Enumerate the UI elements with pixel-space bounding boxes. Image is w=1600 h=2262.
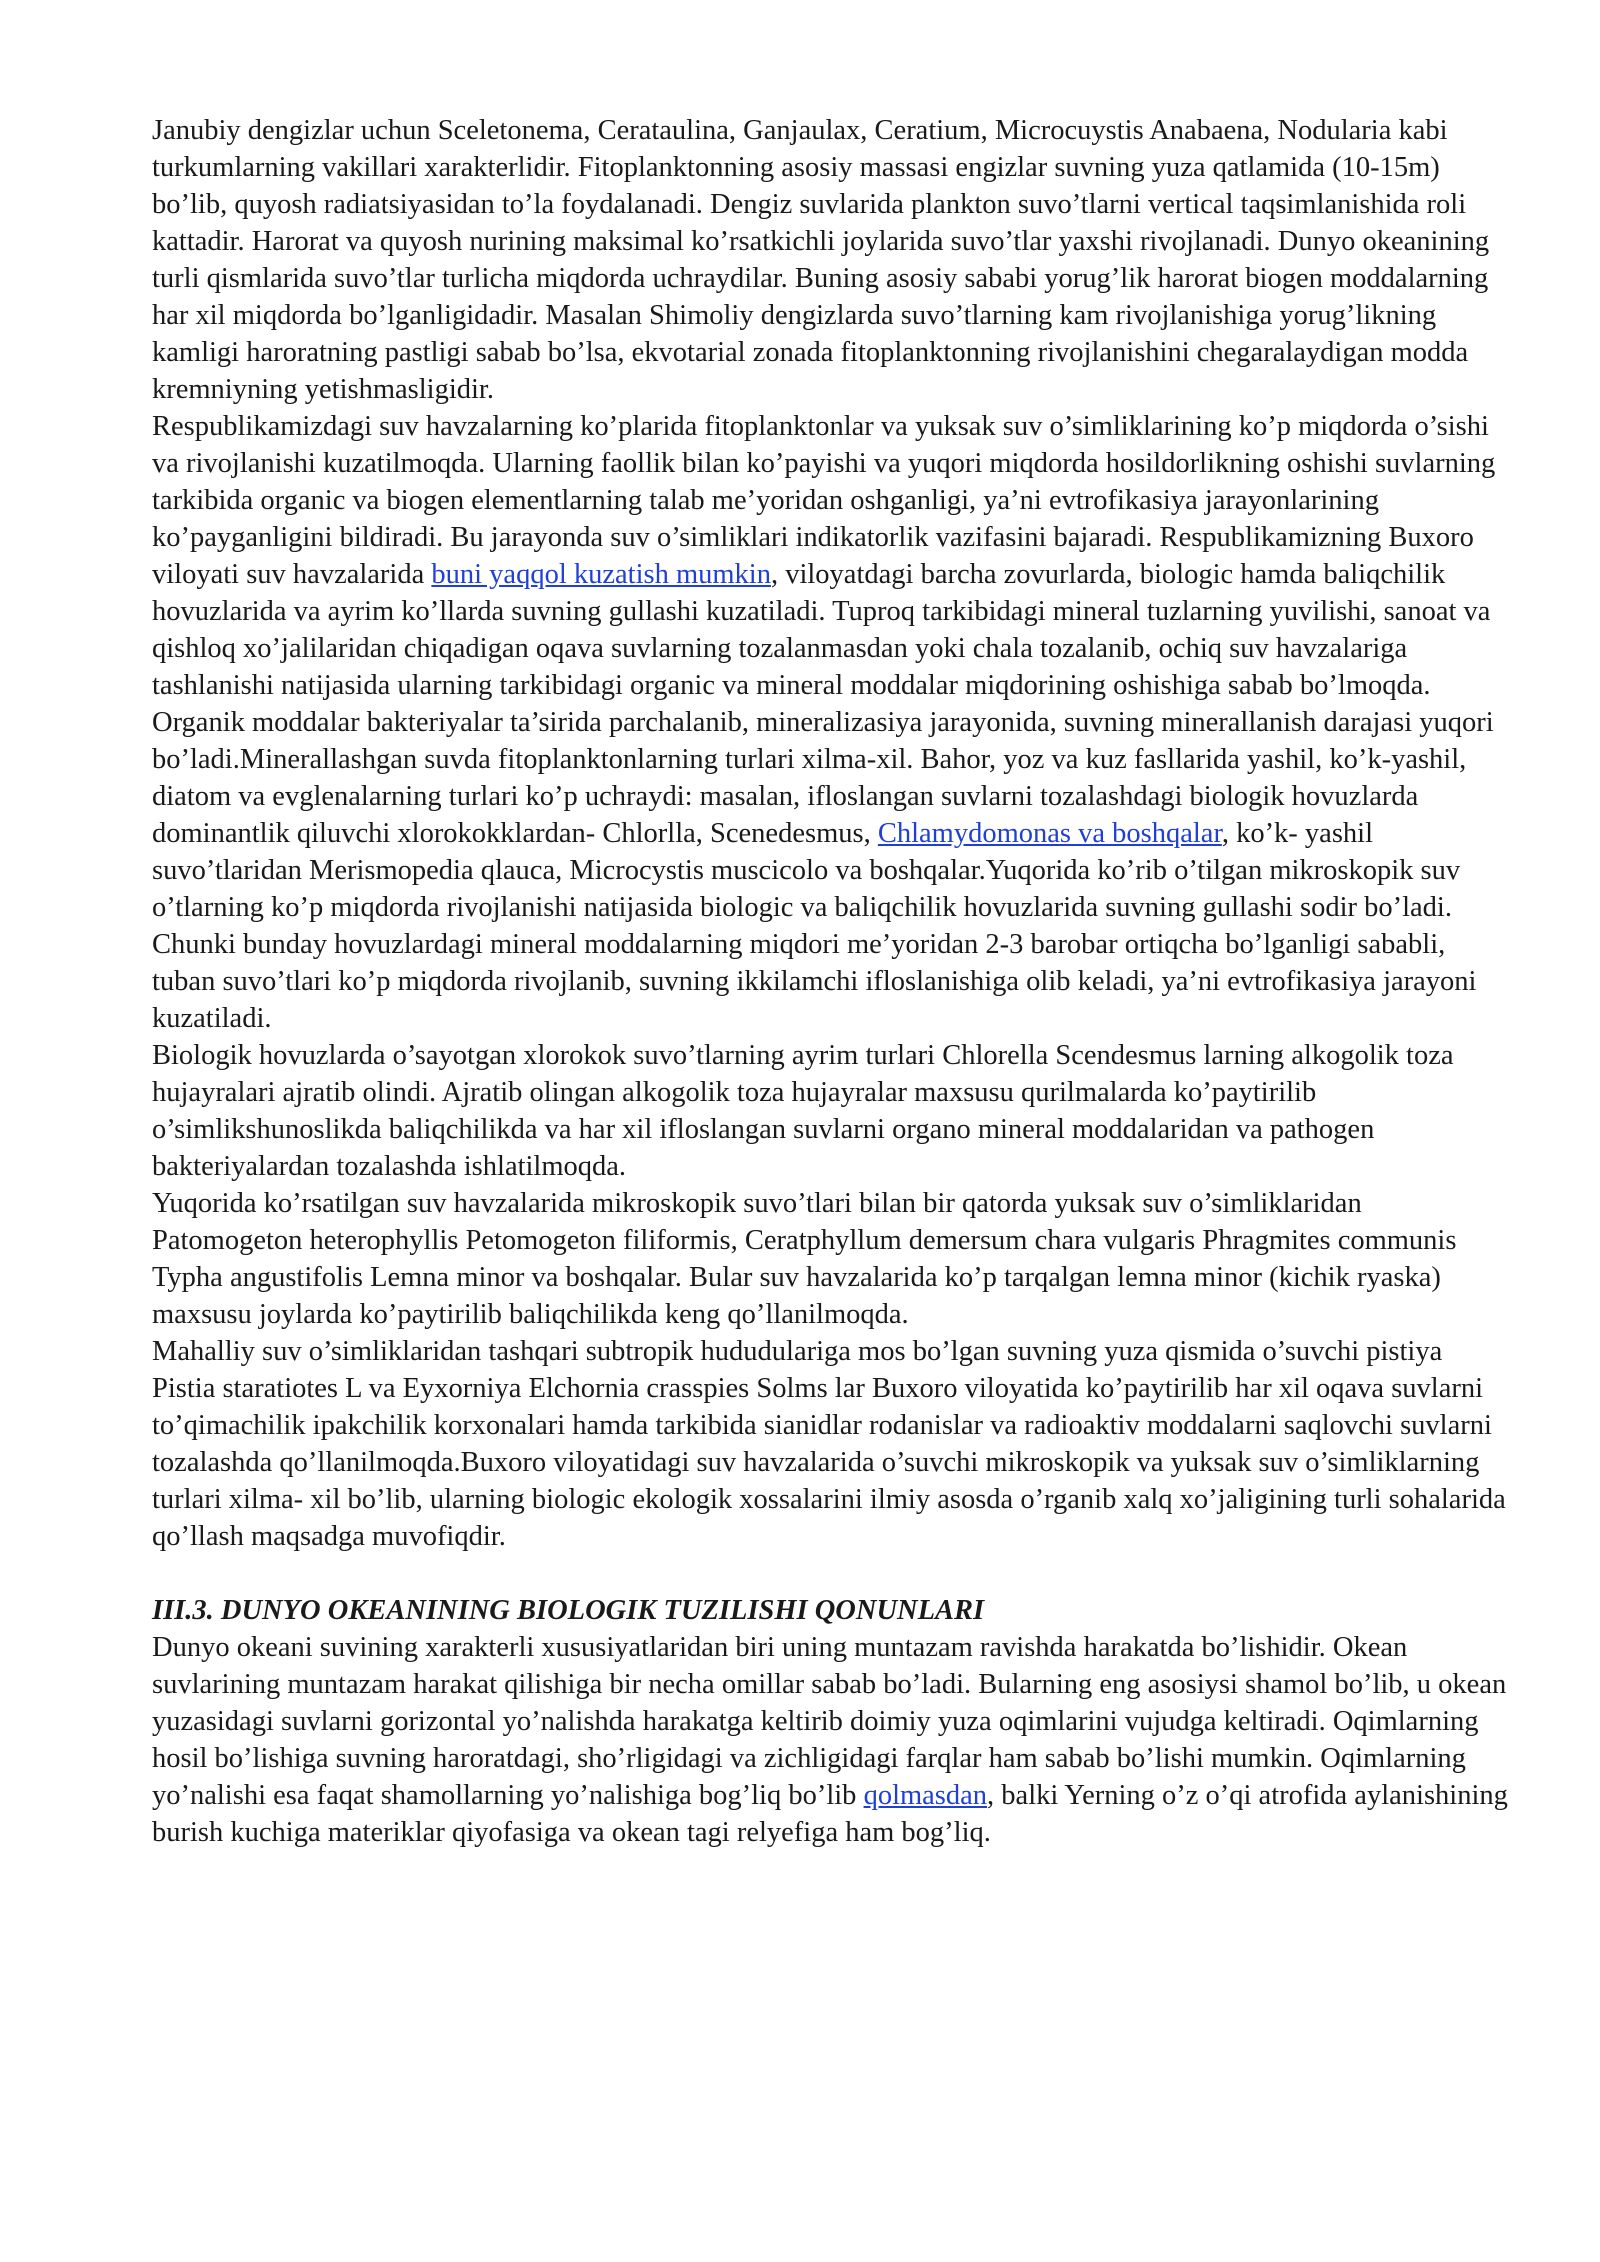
paragraph-local-water-plants: Mahalliy suv o’simliklaridan tashqari subtropik hududulariga mos bo’lgan suvning yuza qismida o’suvchi pistiya Pistia staratiotes L va Eyxorniya Elchornia crasspies Solms lar Buxoro viloyatida ko’paytirilib har xil oqava suvlarni to’qimachilik ipakchilik korxonalari hamda tarkibida sianidlar rodanislar va radioaktiv moddalarni saqlovchi suvlarni tozalashda qo’llanilmoqda.Buxoro viloyatidagi suv havzalarida o’suvchi mikroskopik va yuksak suv o’simliklarning turlari xilma- xil bo’lib, ularning biologic ekologik xossalarini ilmiy asosda o’rganib xalq xo’jaligining turli sohalarida qo’llash maqsadga muvofiqdir.: [152, 1336, 1506, 1552]
document-page: [152, 112, 1512, 1851]
paragraph-southern-seas: Janubiy dengizlar uchun Sceletonema, Cerataulina, Ganjaulax, Ceratium, Microcuystis Anabaena, Nodularia kabi turkumlarning vakillari xarakterlidir. Fitoplanktonning asosiy massasi engizlar suvning yuza qatlamida (10-15m) bo’lib, quyosh radiatsiyasidan to’la foydalanadi. Dengiz suvlarida plankton suvo’tlarni vertical taqsimlanishida roli kattadir. Harorat va quyosh nurining maksimal ko’rsatkichli joylarida suvo’tlar yaxshi rivojlanadi. Dunyo okeanining turli qismlarida suvo’tlar turlicha miqdorda uchraydilar. Buning asosiy sababi yorug’lik harorat biogen moddalarning har xil miqdorda bo’lganligidadir. Masalan Shimoliy dengizlarda suvo’tlarning kam rivojlanishiga yorug’likning kamligi haroratning pastligi sabab bo’lsa, ekvotarial zonada fitoplanktonning rivojlanishini chegaralaydigan modda kremniyning yetishmasligidir.: [152, 115, 1490, 405]
link-chlamydomonas[interactable]: Chlamydomonas va boshqalar: [877, 818, 1222, 849]
paragraph-text: Dunyo okeani suvining xarakterli xususiyatlaridan biri uning muntazam ravishda harakatda bo’lishidir. Okean suvlarining muntazam harakat qilishiga bir necha omillar sabab bo’ladi. Bularning eng asosiysi shamol bo’lib, u okean yuzasidagi suvlarni gorizontal yo’nalishda harakatga keltirib doimiy yuza oqimlarini vujudga keltiradi. Oqimlarning hosil bo’lishiga suvning haroratdagi, sho’rligidagi va zichligidagi farqlar ham sabab bo’lishi mumkin. Oqimlarning yo’nalishi esa faqat shamollarning yo’nalishiga bog’liq bo’lib: [152, 1632, 1507, 1811]
paragraph-text: , viloyatdagi barcha zovurlarda, biologic hamda baliqchilik hovuzlarida va ayrim ko’llarda suvning gullashi kuzatiladi. Tuproq tarkibidagi mineral tuzlarning yuvilishi, sanoat va qishloq xo’jalilaridan chiqadigan oqava suvlarning tozalanmasdan yoki chala tozalanib, ochiq suv havzalariga tashlanishi natijasida ularning tarkibidagi organic va mineral moddalar miqdorining oshishiga sabab bo’lmoqda. Organik moddalar bakteriyalar ta’sirida parchalanib, mineralizasiya jarayonida, suvning minerallanish darajasi yuqori bo’ladi.Minerallashgan suvda fitoplanktonlarning turlari xilma-xil. Bahor, yoz va kuz fasllarida yashil, ko’k-yashil, diatom va evglenalarning turlari ko’p uchraydi: masalan, ifloslangan suvlarni tozalashdagi biologik hovuzlarda dominantlik qiluvchi xlorokokklardan- Chlorlla, Scenedesmus,: [152, 559, 1494, 849]
paragraph-text: , ko’k- yashil suvo’tlaridan Merismopedia qlauca, Microcystis muscicolo va boshqalar.Yuqorida ko’rib o’tilgan mikroskopik suv o’tlarning ko’p miqdorda rivojlanishi natijasida biologic va baliqchilik hovuzlarida suvning gullashi sodir bo’ladi. Chunki bunday hovuzlardagi mineral moddalarning miqdori me’yoridan 2-3 barobar ortiqcha bo’lganligi sababli, tuban suvo’tlari ko’p miqdorda rivojlanib, suvning ikkilamchi ifloslanishiga olib keladi, ya’ni evtrofikasiya jarayoni kuzatiladi.: [152, 818, 1477, 1034]
section-heading: III.3. DUNYO OKEANINING BIOLOGIK TUZILISHI QONUNLARI: [152, 1595, 985, 1626]
link-buni-yaqqol[interactable]: buni yaqqol kuzatish mumkin: [431, 559, 771, 590]
link-qolmasdan[interactable]: qolmasdan: [863, 1780, 988, 1811]
paragraph-republic-water-basins: [152, 408, 1512, 1037]
paragraph-text: , balki Yerning o’z o’qi atrofida aylanishining burish kuchiga materiklar qiyofasiga va okean tagi relyefiga ham bog’liq.: [152, 1780, 1508, 1848]
paragraph-biological-ponds: Biologik hovuzlarda o’sayotgan xlorokok suvo’tlarning ayrim turlari Chlorella Scendesmus larning alkogolik toza hujayralari ajratib olindi. Ajratib olingan alkogolik toza hujayralar maxsusu qurilmalarda ko’paytirilib o’simlikshunoslikda baliqchilikda va har xil ifloslangan suvlarni organo mineral moddalaridan va pathogen bakteriyalardan tozalashda ishlatilmoqda.: [152, 1040, 1454, 1182]
paragraph-world-ocean: [152, 1629, 1512, 1851]
paragraph-higher-water-plants: Yuqorida ko’rsatilgan suv havzalarida mikroskopik suvo’tlari bilan bir qatorda yuksak suv o’simliklaridan Patomogeton heterophyllis Petomogeton filiformis, Ceratphyllum demersum chara vulgaris Phragmites communis Typha angustifolis Lemna minor va boshqalar. Bular suv havzalarida ko’p tarqalgan lemna minor (kichik ryaska) maxsusu joylarda ko’paytirilib baliqchilikda keng qo’llanilmoqda.: [152, 1188, 1457, 1330]
paragraph-text: Respublikamizdagi suv havzalarning ko’plarida fitoplanktonlar va yuksak suv o’simliklarining ko’p miqdorda o’sishi va rivojlanishi kuzatilmoqda. Ularning faollik bilan ko’payishi va yuqori miqdorda hosildorlikning oshishi suvlarning tarkibida organic va biogen elementlarning talab me’yoridan oshganligi, ya’ni evtrofikasiya jarayonlarining ko’payganligini bildiradi. Bu jarayonda suv o’simliklari indikatorlik vazifasini bajaradi. Respublikamizning Buxoro viloyati suv havzalarida: [152, 411, 1496, 590]
